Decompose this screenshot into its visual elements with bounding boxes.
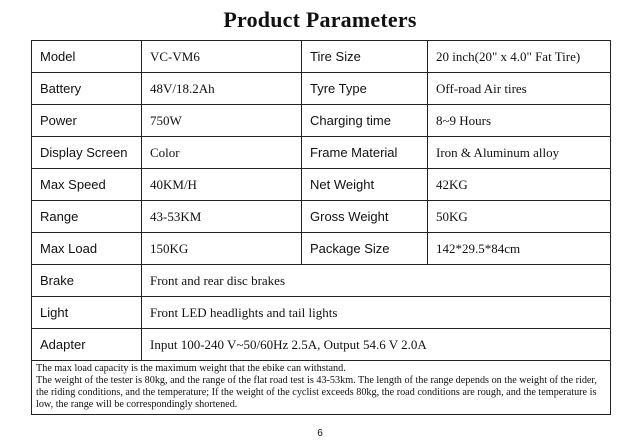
table-row-model xyxy=(32,41,611,73)
param-value: Color xyxy=(142,137,302,169)
param-value: 48V/18.2Ah xyxy=(142,73,302,105)
note-text: The max load capacity is the maximum weight that the ebike can withstand. xyxy=(36,363,346,374)
param-label: Brake xyxy=(32,265,142,297)
param-value: VC-VM6 xyxy=(142,41,302,73)
param-value: Input 100-240 V~50/60Hz 2.5A, Output 54.6 V 2.0A xyxy=(142,329,611,361)
page-title: Product Parameters xyxy=(223,7,417,32)
param-value: 43-53KM xyxy=(142,201,302,233)
param-label: Display Screen xyxy=(32,137,142,169)
notes-cell xyxy=(32,361,611,415)
param-value: 42KG xyxy=(428,169,611,201)
param-label: Tire Size xyxy=(302,41,428,73)
table-row-range xyxy=(32,201,611,233)
param-label: Max Load xyxy=(32,233,142,265)
parameters-table xyxy=(31,40,611,415)
param-label: Battery xyxy=(32,73,142,105)
table-row-light xyxy=(32,297,611,329)
table-row-brake xyxy=(32,265,611,297)
table-row-speed xyxy=(32,169,611,201)
param-value: 50KG xyxy=(428,201,611,233)
param-label: Model xyxy=(32,41,142,73)
param-label: Frame Material xyxy=(302,137,428,169)
param-value: 142*29.5*84cm xyxy=(428,233,611,265)
page-number: 6 xyxy=(317,428,323,439)
param-label: Adapter xyxy=(32,329,142,361)
param-value: Front LED headlights and tail lights xyxy=(142,297,611,329)
table-row-load xyxy=(32,233,611,265)
param-label: Gross Weight xyxy=(302,201,428,233)
table-row-battery xyxy=(32,73,611,105)
param-value: 150KG xyxy=(142,233,302,265)
param-value: Iron & Aluminum alloy xyxy=(428,137,611,169)
param-label: Charging time xyxy=(302,105,428,137)
table-row-display xyxy=(32,137,611,169)
note-text: The weight of the tester is 80kg, and the range of the flat road test is 43-53km. The length of the range depends on the weight of the rider, the riding conditions, and the temperature; If the weight of the cyclist exceeds 80kg, the road conditions are rough, and the temperature is low, the range will be correspondingly shortened. xyxy=(36,375,597,410)
param-label: Range xyxy=(32,201,142,233)
param-value: 40KM/H xyxy=(142,169,302,201)
table-row-power xyxy=(32,105,611,137)
param-value: Off-road Air tires xyxy=(428,73,611,105)
param-value: 750W xyxy=(142,105,302,137)
param-label: Light xyxy=(32,297,142,329)
table-row-adapter xyxy=(32,329,611,361)
table-row-notes xyxy=(32,361,611,415)
param-label: Net Weight xyxy=(302,169,428,201)
param-value: 8~9 Hours xyxy=(428,105,611,137)
param-label: Tyre Type xyxy=(302,73,428,105)
param-label: Power xyxy=(32,105,142,137)
param-value: 20 inch(20" x 4.0" Fat Tire) xyxy=(428,41,611,73)
param-value: Front and rear disc brakes xyxy=(142,265,611,297)
param-label: Package Size xyxy=(302,233,428,265)
param-label: Max Speed xyxy=(32,169,142,201)
